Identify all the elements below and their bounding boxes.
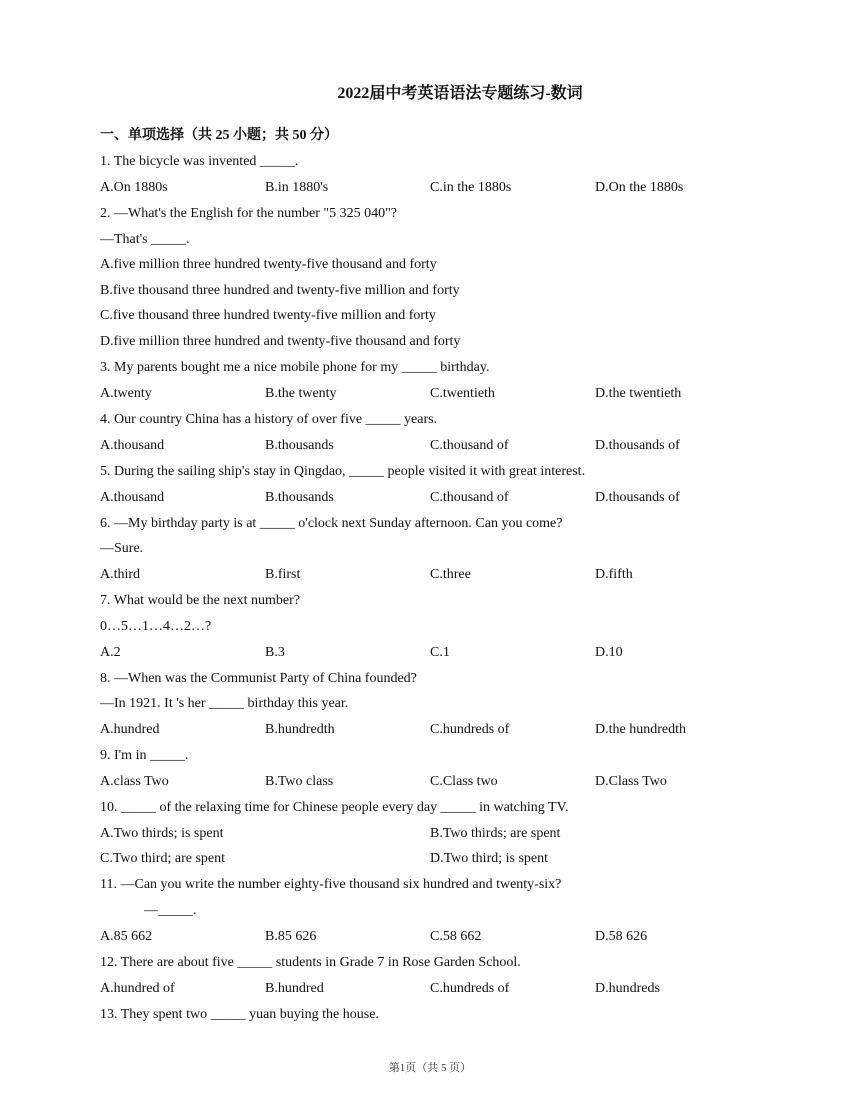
question-12-option-a: A.hundred of [100, 981, 175, 996]
question-12-stem: 12. There are about five _____ students in Grade 7 in Rose Garden School. [100, 955, 521, 970]
question-1-stem: 1. The bicycle was invented _____. [100, 154, 299, 169]
question-10-option-d: D.Two third; is spent [430, 851, 549, 866]
question-8-option-a: A.hundred [100, 722, 160, 737]
question-3-option-d: D.the twentieth [595, 386, 682, 401]
question-6-option-d: D.fifth [595, 567, 633, 582]
question-12-option-d: D.hundreds [595, 981, 660, 996]
question-11-option-d: D.58 626 [595, 929, 648, 944]
question-8-option-c: C.hundreds of [430, 722, 510, 737]
question-2-option-c: C.five thousand three hundred twenty-five million and forty [100, 308, 436, 323]
question-7-option-a: A.2 [100, 645, 121, 660]
question-7-stem: 7. What would be the next number? [100, 593, 300, 608]
question-10-option-a: A.Two thirds; is spent [100, 826, 224, 841]
question-5-stem: 5. During the sailing ship's stay in Qingdao, _____ people visited it with great interest. [100, 464, 586, 479]
question-1-option-c: C.in the 1880s [430, 180, 512, 195]
question-4-option-b: B.thousands [265, 438, 334, 453]
question-12-option-c: C.hundreds of [430, 981, 510, 996]
question-4-stem: 4. Our country China has a history of over five _____ years. [100, 412, 438, 427]
question-7-option-d: D.10 [595, 645, 623, 660]
question-3-option-b: B.the twenty [265, 386, 337, 401]
question-10-option-c: C.Two third; are spent [100, 851, 225, 866]
question-3-option-c: C.twentieth [430, 386, 495, 401]
question-11-stem-line-2: —_____. [144, 903, 197, 918]
question-3-stem: 3. My parents bought me a nice mobile phone for my _____ birthday. [100, 360, 490, 375]
question-2-option-b: B.five thousand three hundred and twenty-five million and forty [100, 283, 460, 298]
question-4-option-a: A.thousand [100, 438, 165, 453]
question-11-option-b: B.85 626 [265, 929, 317, 944]
question-1-option-b: B.in 1880's [265, 180, 329, 195]
question-5-option-d: D.thousands of [595, 490, 680, 505]
question-6-option-a: A.third [100, 567, 141, 582]
question-12-option-b: B.hundred [265, 981, 324, 996]
question-8-option-b: B.hundredth [265, 722, 335, 737]
question-2-option-d: D.five million three hundred and twenty-five thousand and forty [100, 334, 461, 349]
question-6-option-c: C.three [430, 567, 471, 582]
question-7-option-c: C.1 [430, 645, 450, 660]
question-6-stem-line-2: —Sure. [100, 541, 144, 556]
question-9-option-c: C.Class two [430, 774, 498, 789]
question-13-stem: 13. They spent two _____ yuan buying the house. [100, 1007, 379, 1022]
question-11-option-a: A.85 662 [100, 929, 153, 944]
question-7-stem-line-2: 0…5…1…4…2…? [100, 619, 212, 634]
question-5-option-a: A.thousand [100, 490, 165, 505]
page-footer: 第1页（共 5 页） [388, 1062, 472, 1074]
question-3-option-a: A.twenty [100, 386, 152, 401]
question-2-option-a: A.five million three hundred twenty-five thousand and forty [100, 257, 437, 272]
question-6-option-b: B.first [265, 567, 301, 582]
question-10-option-b: B.Two thirds; are spent [430, 826, 561, 841]
question-7-option-b: B.3 [265, 645, 285, 660]
question-8-stem-line-2: —In 1921. It 's her _____ birthday this year. [100, 696, 349, 711]
question-4-option-d: D.thousands of [595, 438, 680, 453]
question-9-option-d: D.Class Two [595, 774, 667, 789]
question-2-stem-line-2: —That's _____. [100, 232, 190, 247]
question-9-stem: 9. I'm in _____. [100, 748, 189, 763]
document-title: 2022届中考英语语法专题练习-数词 [337, 85, 583, 102]
question-8-option-d: D.the hundredth [595, 722, 686, 737]
question-1-option-a: A.On 1880s [100, 180, 168, 195]
question-1-option-d: D.On the 1880s [595, 180, 684, 195]
question-9-option-b: B.Two class [265, 774, 334, 789]
question-8-stem: 8. —When was the Communist Party of China founded? [100, 671, 417, 686]
question-11-option-c: C.58 662 [430, 929, 482, 944]
question-5-option-b: B.thousands [265, 490, 334, 505]
question-10-stem: 10. _____ of the relaxing time for Chinese people every day _____ in watching TV. [100, 800, 569, 815]
question-11-stem: 11. —Can you write the number eighty-five thousand six hundred and twenty-six? [100, 877, 562, 892]
question-9-option-a: A.class Two [100, 774, 169, 789]
question-2-stem: 2. —What's the English for the number "5 325 040"? [100, 206, 398, 221]
question-6-stem: 6. —My birthday party is at _____ o'clock next Sunday afternoon. Can you come? [100, 516, 563, 531]
question-4-option-c: C.thousand of [430, 438, 509, 453]
question-5-option-c: C.thousand of [430, 490, 509, 505]
section-heading: 一、单项选择（共 25 小题；共 50 分） [100, 128, 338, 143]
